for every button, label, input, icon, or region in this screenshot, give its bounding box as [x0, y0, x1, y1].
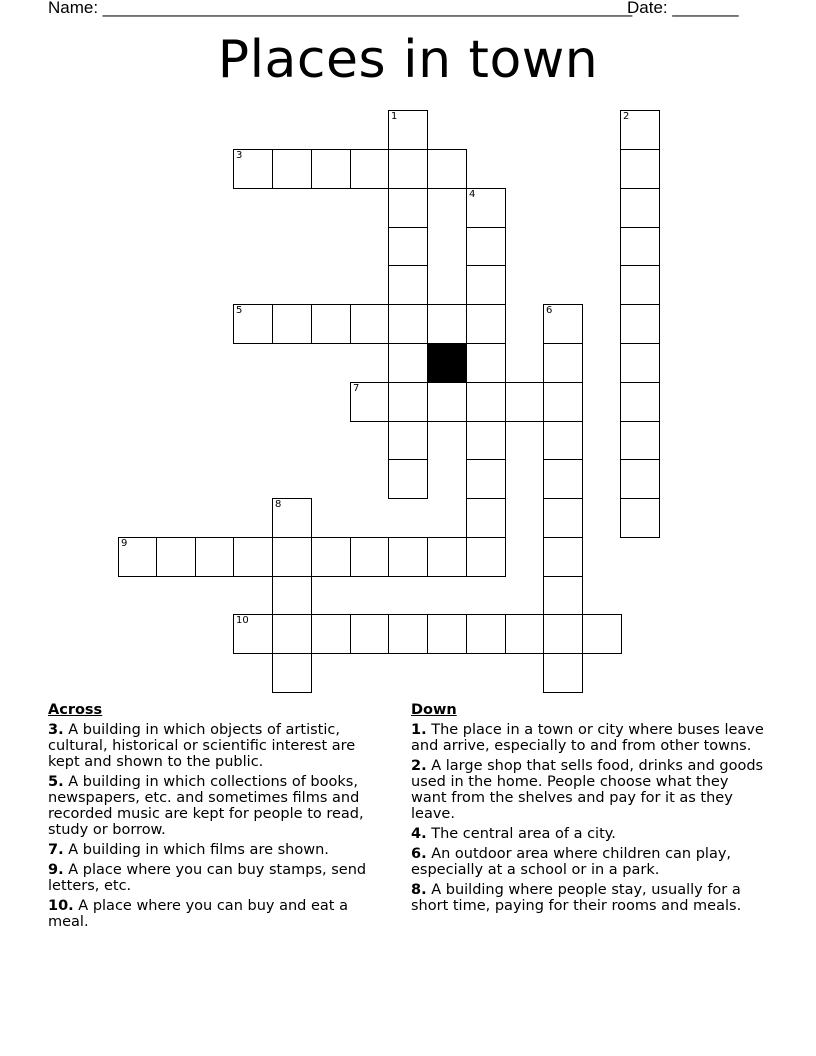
crossword-cell[interactable]	[388, 614, 428, 654]
crossword-cell[interactable]	[466, 459, 506, 499]
crossword-cell[interactable]	[350, 614, 390, 654]
crossword-cell[interactable]	[233, 537, 273, 577]
across-clue	[48, 722, 388, 770]
cell-number: 9	[121, 538, 128, 549]
crossword-cell[interactable]	[388, 304, 428, 344]
clue-number: 9.	[48, 862, 64, 878]
clue-number: 10.	[48, 898, 74, 914]
clue-number: 7.	[48, 842, 64, 858]
crossword-cell[interactable]	[466, 614, 506, 654]
crossword-cell[interactable]	[388, 265, 428, 305]
crossword-cell[interactable]	[620, 459, 660, 499]
crossword-cell[interactable]	[388, 537, 428, 577]
clue-text: A building in which collections of books, newspapers, etc. and sometimes films and recorded music are kept for people to read, study or borrow.	[48, 774, 364, 838]
black-square	[427, 343, 467, 383]
crossword-cell[interactable]	[350, 382, 390, 422]
crossword-cell[interactable]	[505, 614, 545, 654]
crossword-cell[interactable]	[466, 343, 506, 383]
clue-text: A place where you can buy stamps, send letters, etc.	[48, 862, 367, 894]
crossword-cell[interactable]	[620, 188, 660, 228]
down-clue	[411, 846, 766, 878]
clue-number: 5.	[48, 774, 64, 790]
down-clue	[411, 758, 766, 822]
across-clue	[48, 898, 388, 930]
crossword-cell[interactable]	[272, 498, 312, 538]
cell-number: 2	[623, 111, 630, 122]
clue-text: A building in which objects of artistic, cultural, historical or scientific interest are kept and shown to the public.	[48, 722, 356, 770]
crossword-cell[interactable]	[350, 537, 390, 577]
crossword-cell[interactable]	[620, 265, 660, 305]
clue-text: A building where people stay, usually for a short time, paying for their rooms and meals.	[411, 882, 742, 914]
crossword-cell[interactable]	[620, 149, 660, 189]
crossword-cell[interactable]	[620, 382, 660, 422]
across-clue	[48, 774, 388, 838]
crossword-cell[interactable]	[466, 498, 506, 538]
crossword-cell[interactable]	[388, 459, 428, 499]
clue-number: 8.	[411, 882, 427, 898]
crossword-cell[interactable]	[388, 421, 428, 461]
crossword-cell[interactable]	[350, 149, 390, 189]
crossword-cell[interactable]	[388, 110, 428, 150]
crossword-cell[interactable]	[311, 149, 351, 189]
crossword-cell[interactable]	[311, 614, 351, 654]
crossword-cell[interactable]	[582, 614, 622, 654]
crossword-cell[interactable]	[388, 188, 428, 228]
crossword-cell[interactable]	[466, 537, 506, 577]
crossword-cell[interactable]	[543, 304, 583, 344]
crossword-cell[interactable]	[272, 149, 312, 189]
crossword-cell[interactable]	[543, 498, 583, 538]
crossword-cell[interactable]	[156, 537, 196, 577]
cell-number: 6	[546, 305, 553, 316]
crossword-cell[interactable]	[466, 188, 506, 228]
cell-number: 7	[353, 383, 360, 394]
crossword-cell[interactable]	[311, 537, 351, 577]
crossword-cell[interactable]	[620, 343, 660, 383]
crossword-cell[interactable]	[195, 537, 235, 577]
crossword-cell[interactable]	[466, 227, 506, 267]
crossword-cell[interactable]	[543, 614, 583, 654]
crossword-cell[interactable]	[543, 421, 583, 461]
crossword-cell[interactable]	[233, 614, 273, 654]
crossword-cell[interactable]	[272, 537, 312, 577]
cell-number: 5	[236, 305, 243, 316]
crossword-cell[interactable]	[620, 498, 660, 538]
clue-text: A large shop that sells food, drinks and goods used in the home. People choose what they want from the shelves and pay for it as they leave.	[411, 758, 764, 822]
down-heading: Down	[411, 702, 457, 718]
crossword-cell[interactable]	[118, 537, 158, 577]
crossword-cell[interactable]	[427, 614, 467, 654]
cell-number: 3	[236, 150, 243, 161]
clue-text: A place where you can buy and eat a meal.	[48, 898, 348, 930]
clue-number: 2.	[411, 758, 427, 774]
date-line: Date: _______	[627, 0, 739, 17]
crossword-cell[interactable]	[272, 304, 312, 344]
name-line: Name: ________________________________________________________	[48, 0, 633, 17]
across-clues	[48, 702, 388, 934]
crossword-cell[interactable]	[543, 459, 583, 499]
down-clue-list	[411, 722, 766, 914]
across-heading: Across	[48, 702, 103, 718]
crossword-cell[interactable]	[272, 653, 312, 693]
crossword-cell[interactable]	[543, 343, 583, 383]
across-clue	[48, 862, 388, 894]
down-clue	[411, 826, 766, 842]
crossword-cell[interactable]	[427, 537, 467, 577]
crossword-cell[interactable]	[350, 304, 390, 344]
crossword-cell[interactable]	[388, 382, 428, 422]
crossword-cell[interactable]	[620, 110, 660, 150]
crossword-cell[interactable]	[388, 149, 428, 189]
page-title: Places in town	[217, 30, 599, 90]
crossword-cell[interactable]	[388, 343, 428, 383]
clue-text: The place in a town or city where buses leave and arrive, especially to and from other towns.	[411, 722, 764, 754]
crossword-cell[interactable]	[543, 537, 583, 577]
crossword-cell[interactable]	[466, 421, 506, 461]
crossword-cell[interactable]	[543, 653, 583, 693]
crossword-cell[interactable]	[427, 149, 467, 189]
down-clue	[411, 882, 766, 914]
clue-text: A building in which films are shown.	[63, 842, 329, 858]
down-clue	[411, 722, 766, 754]
crossword-cell[interactable]	[272, 576, 312, 616]
cell-number: 8	[275, 499, 282, 510]
cell-number: 1	[391, 111, 398, 122]
crossword-cell[interactable]	[620, 421, 660, 461]
clue-number: 1.	[411, 722, 427, 738]
crossword-cell[interactable]	[427, 304, 467, 344]
across-clue	[48, 842, 388, 858]
crossword-cell[interactable]	[620, 304, 660, 344]
cell-number: 10	[236, 615, 249, 626]
clue-number: 6.	[411, 846, 427, 862]
crossword-cell[interactable]	[427, 382, 467, 422]
down-clues	[411, 702, 766, 918]
crossword-cell[interactable]	[466, 304, 506, 344]
crossword-cell[interactable]	[505, 382, 545, 422]
crossword-cell[interactable]	[543, 576, 583, 616]
crossword-cell[interactable]	[311, 304, 351, 344]
across-clue-list	[48, 722, 388, 930]
crossword-cell[interactable]	[233, 149, 273, 189]
crossword-cell[interactable]	[272, 614, 312, 654]
clue-text: An outdoor area where children can play, especially at a school or in a park.	[411, 846, 732, 878]
crossword-cell[interactable]	[466, 382, 506, 422]
cell-number: 4	[469, 189, 476, 200]
clue-number: 3.	[48, 722, 64, 738]
clue-number: 4.	[411, 826, 427, 842]
crossword-cell[interactable]	[466, 265, 506, 305]
crossword-cell[interactable]	[543, 382, 583, 422]
crossword-cell[interactable]	[620, 227, 660, 267]
crossword-cell[interactable]	[233, 304, 273, 344]
crossword-cell[interactable]	[388, 227, 428, 267]
clue-text: The central area of a city.	[426, 826, 616, 842]
